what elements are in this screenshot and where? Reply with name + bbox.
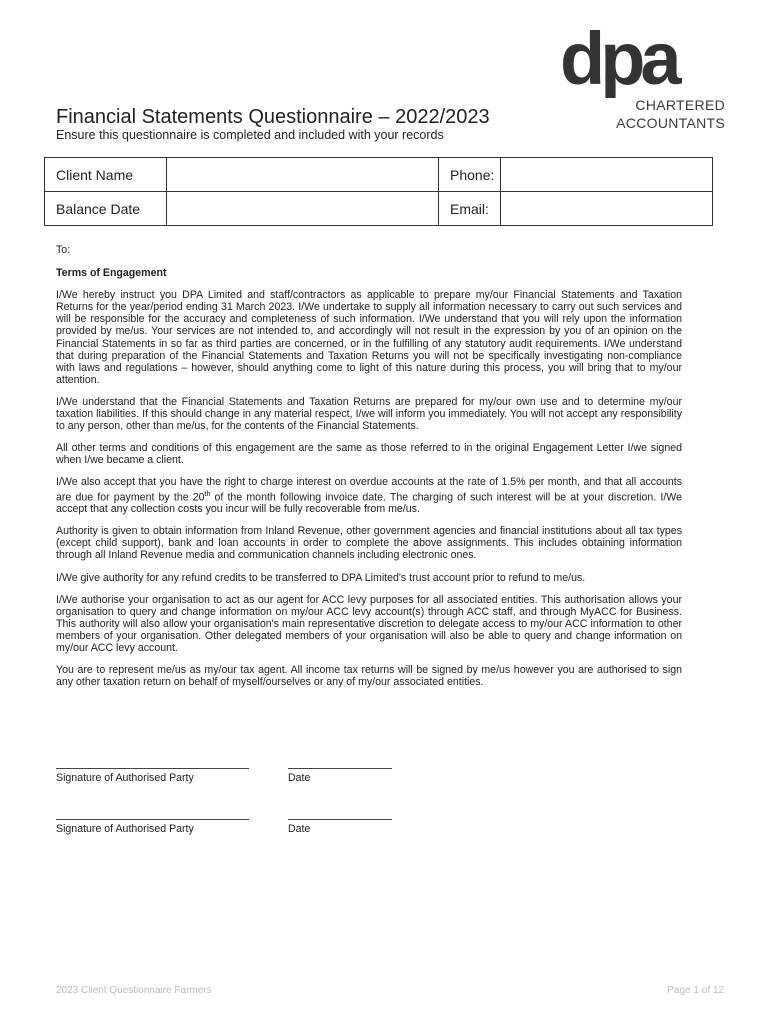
paragraph-refund: I/We give authority for any refund credits to be transferred to DPA Limited's trust account prior to refund to me/us. (56, 571, 586, 584)
signature-label: Signature of Authorised Party (56, 823, 194, 835)
date-line[interactable] (288, 819, 392, 820)
client-name-field[interactable] (167, 158, 439, 192)
svg-text:dpa: dpa (560, 28, 677, 98)
date-label: Date (288, 772, 311, 784)
paragraph-interest: I/We also accept that you have the right to charge interest on overdue accounts at the rate of 1.5% per month, and that all accounts are due for payment by the 20th of the month following invoice date. The charging of such interest will be at your discretion. I/We accept that any collection costs you incur will be fully recoverable from me/us. (56, 476, 682, 516)
balance-date-label: Balance Date (45, 192, 167, 226)
engagement-terms (56, 244, 682, 698)
email-label: Email: (439, 192, 501, 226)
date-block-1 (288, 768, 392, 784)
date-label: Date (288, 823, 311, 835)
date-line[interactable] (288, 768, 392, 769)
paragraph-acc-levy: I/We authorise your organisation to act as our agent for ACC levy purposes for all associated entities. This authorisation allows your organisation to query and change information on my/our ACC levy account(s) through ACC staff, and through MyACC for Business. This authority will also allow your organisation's main representative discretion to delegate access to my/our ACC information to other members of your organisation. Other delegated members of your organisation will also be able to query and change information on my/our ACC levy account. (56, 593, 682, 654)
paragraph-authority: Authority is given to obtain information from Inland Revenue, other government agencies and financial institutions about all tax types (except child support), bank and loan accounts in order to complete the above assignments. This includes obtaining information through all Inland Revenue media and communication channels including electronic ones. (56, 525, 682, 562)
phone-label: Phone: (439, 158, 501, 192)
paragraph-other-terms: All other terms and conditions of this engagement are the same as those referred to in the original Engagement Letter I/we signed when I/we became a client. (56, 442, 682, 467)
footer-document-name: 2023 Client Questionnaire Farmers (56, 985, 212, 996)
date-block-2 (288, 819, 392, 835)
paragraph-instruction: I/We hereby instruct you DPA Limited and staff/contractors as applicable to prepare my/our Financial Statements and Taxation Returns for the year/period ending 31 March 2023. I/We undertake to supply all information necessary to carry out such services and will be responsible for the accuracy and completeness of such information. I/We understand that you will rely upon the information provided by me/us. Your services are not intended to, and accordingly will not result in the expression by you of an opinion on the Financial Statements in so far as third parties are concerned, or in the fulfilling of any statutory audit requirements. I/We understand that during preparation of the Financial Statements and Taxation Returns you will not be specifically investigating non-compliance with laws and regulations – however, should anything come to light of this nature during this process, you will bring that to my/our attention. (56, 289, 682, 386)
signature-label: Signature of Authorised Party (56, 772, 194, 784)
company-logo (560, 28, 730, 131)
logo-chartered-text: CHARTERED (635, 97, 725, 113)
terms-heading: Terms of Engagement (56, 267, 167, 280)
signature-line[interactable] (56, 819, 249, 820)
signature-block-1 (56, 768, 249, 784)
table-row (45, 158, 713, 192)
balance-date-field[interactable] (167, 192, 439, 226)
paragraph-own-use: I/We understand that the Financial Statements and Taxation Returns are prepared for my/our own use and to determine my/our taxation liabilities. If this should change in any material respect, I/we will inform you immediately. You will not accept any responsibility to any person, other than me/us, for the contents of the Financial Statements. (56, 395, 682, 433)
dpa-logo-mark (560, 28, 730, 98)
page-title: Financial Statements Questionnaire – 2022/2023 (56, 106, 490, 128)
email-field[interactable] (501, 192, 713, 226)
phone-field[interactable] (501, 158, 713, 192)
to-line: To: (56, 244, 71, 256)
signature-block-2 (56, 819, 249, 835)
logo-accountants-text: ACCOUNTANTS (616, 115, 725, 131)
table-row (45, 192, 713, 226)
client-name-label: Client Name (45, 158, 167, 192)
client-details-table (44, 157, 713, 226)
signature-line[interactable] (56, 768, 249, 769)
footer-page-number: Page 1 of 12 (667, 985, 724, 996)
page-subtitle: Ensure this questionnaire is completed and included with your records (56, 128, 444, 142)
paragraph-tax-agent: You are to represent me/us as my/our tax agent. All income tax returns will be signed by me/us however you are authorised to sign any other taxation return on behalf of myself/ourselves or any of my/our associated entities. (56, 664, 682, 689)
